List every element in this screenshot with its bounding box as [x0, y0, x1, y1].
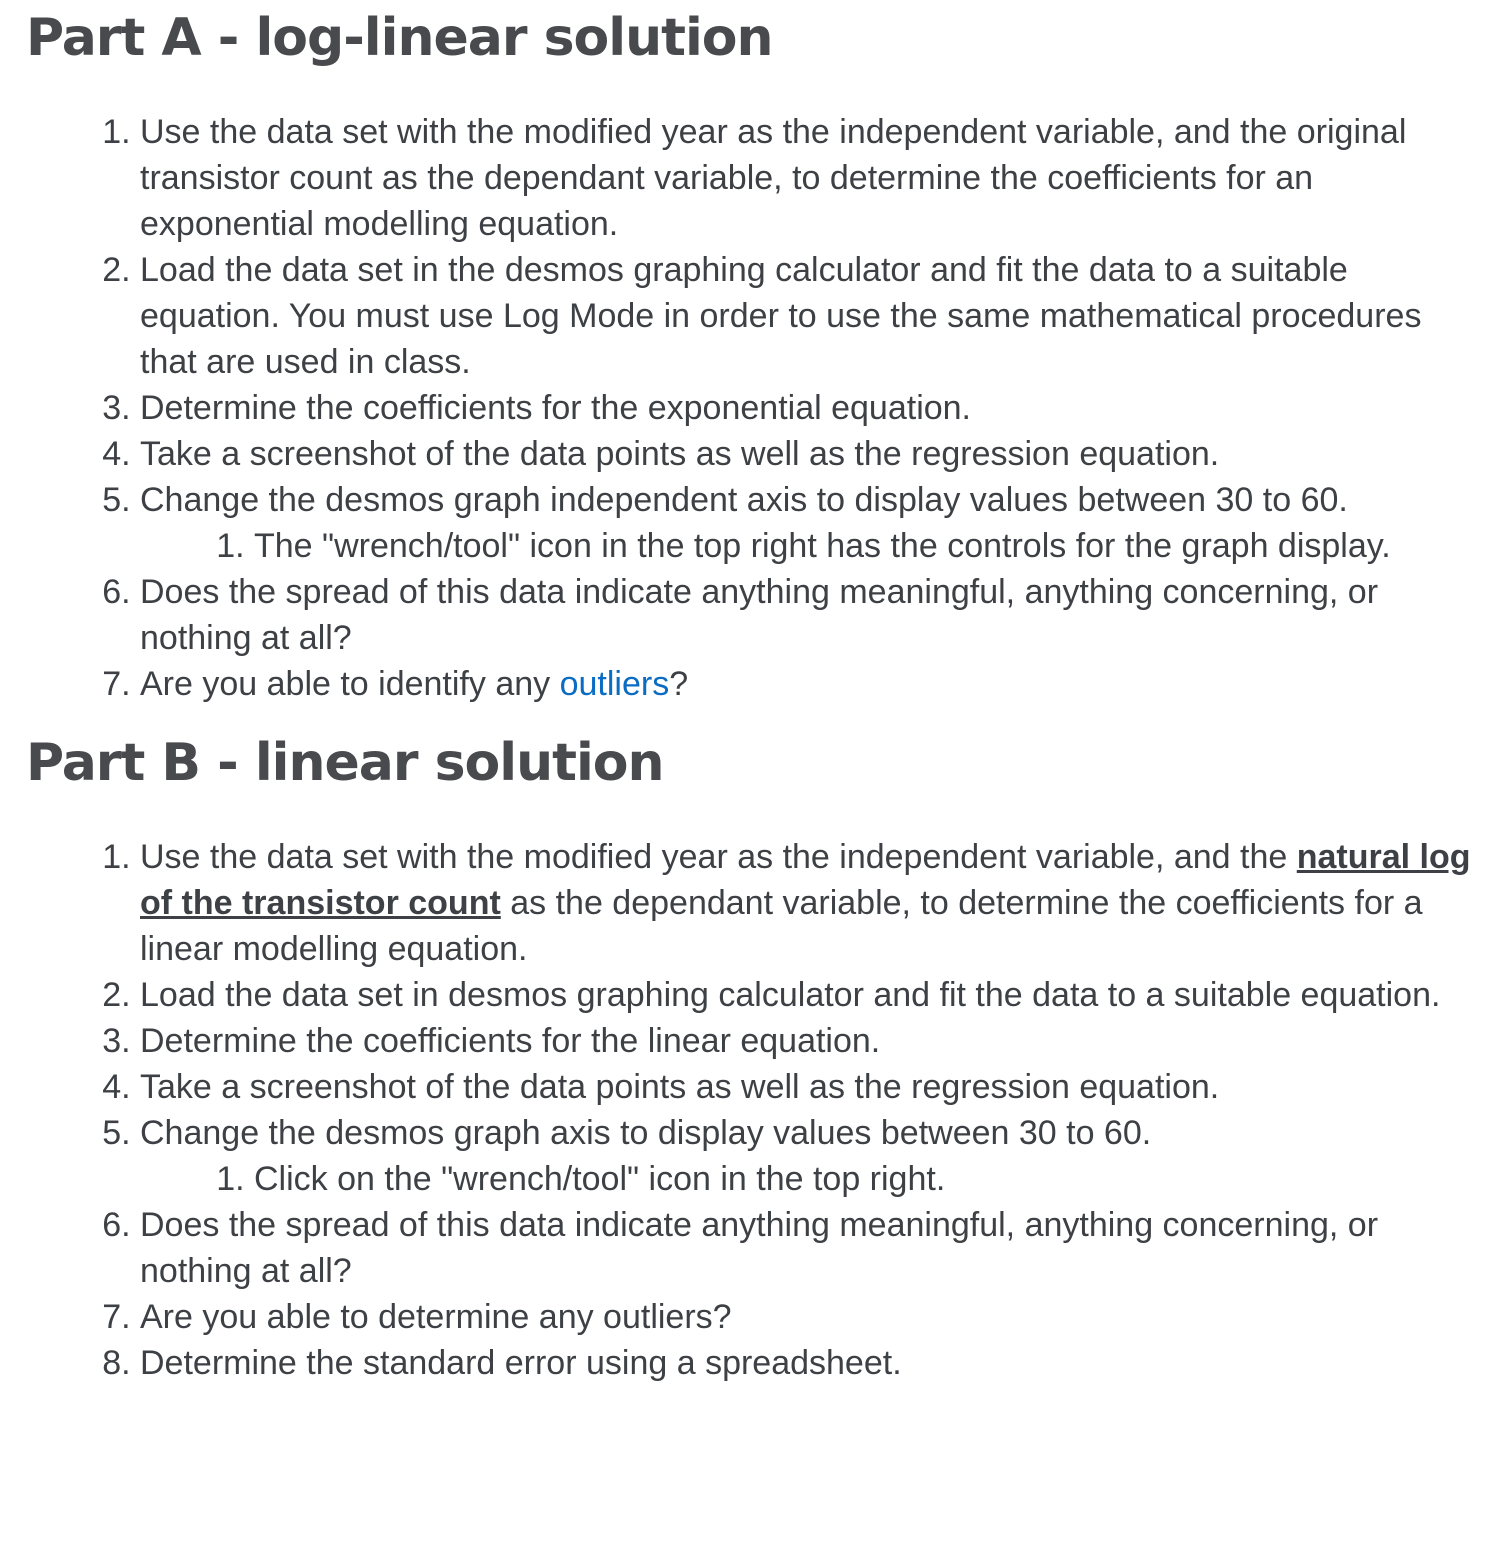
- list-item: 4. Take a screenshot of the data points as well as the regression equation.: [140, 431, 1476, 477]
- sub-list: [140, 523, 1476, 569]
- outliers-link[interactable]: outliers: [559, 665, 670, 703]
- part-a-heading: Part A - log-linear solution: [26, 8, 773, 68]
- list-item: 8. Determine the standard error using a spreadsheet.: [140, 1340, 1476, 1386]
- list-item: 3. Determine the coefficients for the exponential equation.: [140, 385, 1476, 431]
- list-item: [140, 834, 1476, 972]
- list-item: 4. Take a screenshot of the data points as well as the regression equation.: [140, 1064, 1476, 1110]
- list-item-text: Change the desmos graph axis to display values between 30 to 60.: [140, 1114, 1152, 1152]
- part-b-heading: Part B - linear solution: [26, 733, 664, 793]
- list-item-text: Change the desmos graph independent axis to display values between 30 to 60.: [140, 481, 1348, 519]
- list-item: 6. Does the spread of this data indicate anything meaningful, anything concerning, or nothing at all?: [140, 1202, 1476, 1294]
- list-item: 3. Determine the coefficients for the linear equation.: [140, 1018, 1476, 1064]
- sub-list: [140, 1156, 1476, 1202]
- emphasized-text: natural log of the transistor count: [140, 838, 1471, 922]
- list-item: 2. Load the data set in desmos graphing calculator and fit the data to a suitable equation.: [140, 972, 1476, 1018]
- list-item-text: Use the data set with the modified year as the independent variable, and the: [140, 838, 1297, 876]
- list-item-text: Are you able to identify any: [140, 665, 560, 703]
- list-item: 6. Does the spread of this data indicate anything meaningful, anything concerning, or nothing at all?: [140, 569, 1476, 661]
- list-item: [140, 661, 1476, 707]
- list-item-text-end: ?: [669, 665, 689, 703]
- list-item: 1. Use the data set with the modified year as the independent variable, and the original transistor count as the dependant variable, to determine the coefficients for an exponential modelling equation.: [140, 109, 1476, 247]
- list-item: [140, 477, 1476, 569]
- part-b-list: [26, 834, 1476, 1386]
- list-item-text-end: as the dependant variable, to determine the coefficients for a linear modelling equation.: [140, 884, 1423, 968]
- sub-list-item: 1. Click on the "wrench/tool" icon in the top right.: [254, 1156, 1476, 1202]
- part-a-list: [26, 109, 1476, 707]
- sub-list-item: 1. The "wrench/tool" icon in the top right has the controls for the graph display.: [254, 523, 1476, 569]
- list-item: 7. Are you able to determine any outliers?: [140, 1294, 1476, 1340]
- list-item: [140, 1110, 1476, 1202]
- list-item: 2. Load the data set in the desmos graphing calculator and fit the data to a suitable equation. You must use Log Mode in order to use the same mathematical procedures that are used in class.: [140, 247, 1476, 385]
